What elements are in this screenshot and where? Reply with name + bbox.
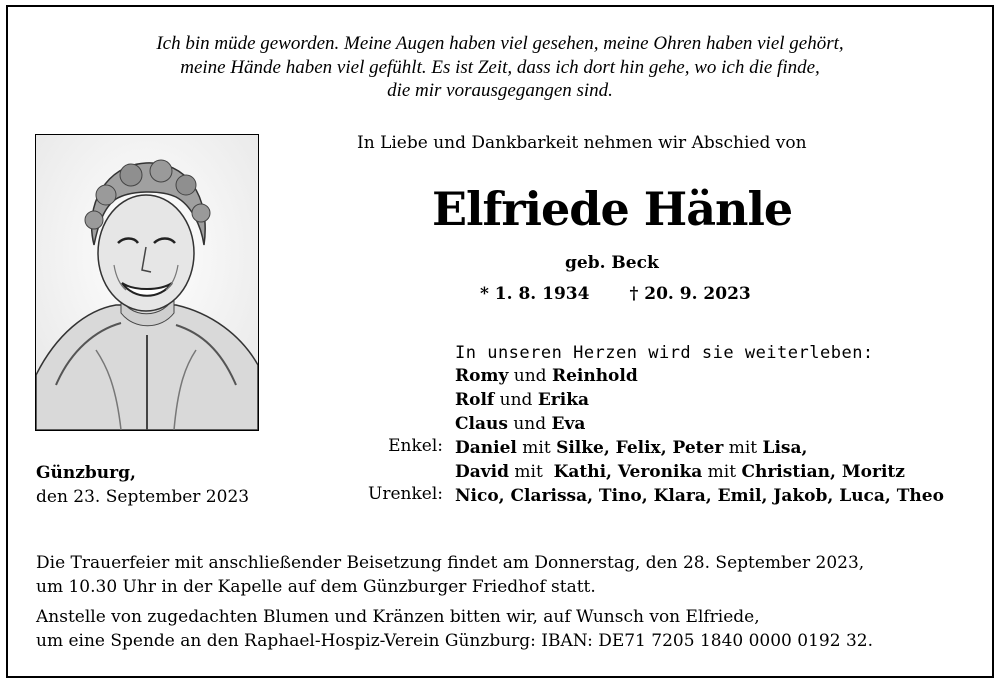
mourner-name: Christian, Moritz <box>741 462 905 482</box>
mourner-name: Romy <box>455 366 509 386</box>
info-line: Die Trauerfeier mit anschließender Beisetzung findet am Donnerstag, den 28. September 2023, <box>36 553 865 573</box>
mourner-join: mit <box>508 462 554 482</box>
maiden-name: geb. Beck <box>565 253 659 273</box>
mourner-line <box>455 412 585 436</box>
death-date: † 20. 9. 2023 <box>629 284 751 304</box>
mourner-name: Erika <box>537 390 590 410</box>
info-line: Anstelle von zugedachten Blumen und Kränzen bitten wir, auf Wunsch von Elfriede, <box>36 607 760 627</box>
enkel-line <box>455 460 905 484</box>
mourner-join: mit <box>702 462 742 482</box>
mourner-join: und <box>494 390 538 410</box>
quote-line: die mir vorausgegangen sind. <box>387 80 613 101</box>
mourner-name: Rolf <box>455 390 495 410</box>
info-line: um eine Spende an den Raphael-Hospiz-Verein Günzburg: IBAN: DE71 7205 1840 0000 0192 32. <box>36 631 873 651</box>
mourner-join: und <box>508 366 552 386</box>
portrait-photo <box>35 134 259 431</box>
mourner-line <box>455 388 589 412</box>
mourner-name: Eva <box>551 414 586 434</box>
mourner-line <box>455 364 638 388</box>
urenkel-label: Urenkel: <box>368 484 443 504</box>
mourner-join: und <box>507 414 552 434</box>
mourner-name: Kathi, Veronika <box>553 462 703 482</box>
enkel-line <box>455 436 807 460</box>
mourner-join: mit <box>723 438 763 458</box>
portrait-icon <box>36 135 258 430</box>
birth-date: * 1. 8. 1934 <box>480 284 590 304</box>
enkel-label: Enkel: <box>388 436 443 456</box>
mourner-name: Nico, Clarissa, Tino, Klara, Emil, Jakob, Luca, Theo <box>455 486 944 506</box>
mourner-name: Lisa, <box>762 438 808 458</box>
quote-line: Ich bin müde geworden. Meine Augen haben viel gesehen, meine Ohren haben viel gehört, <box>156 33 844 54</box>
urenkel-line <box>455 484 944 508</box>
mourner-name: Silke, Felix, Peter <box>556 438 724 458</box>
mourner-name: Claus <box>455 414 508 434</box>
place-city: Günzburg, <box>36 463 136 483</box>
place-date-line: den 23. September 2023 <box>36 487 250 507</box>
info-line: um 10.30 Uhr in der Kapelle auf dem Günzburger Friedhof statt. <box>36 577 596 597</box>
quote-line: meine Hände haben viel gefühlt. Es ist Zeit, dass ich dort hin gehe, wo ich die finde, <box>180 56 820 78</box>
farewell-intro: In Liebe und Dankbarkeit nehmen wir Abschied von <box>357 133 807 153</box>
life-dates <box>480 284 751 304</box>
place-date <box>36 461 249 509</box>
mourner-name: David <box>455 462 509 482</box>
deceased-name: Elfriede Hänle <box>432 182 793 236</box>
mourners-lead: In unseren Herzen wird sie weiterleben: <box>455 343 874 363</box>
mourner-name: Daniel <box>455 438 517 458</box>
mourner-join: mit <box>516 438 557 458</box>
memorial-quote <box>60 32 940 103</box>
mourner-name: Reinhold <box>551 366 638 386</box>
